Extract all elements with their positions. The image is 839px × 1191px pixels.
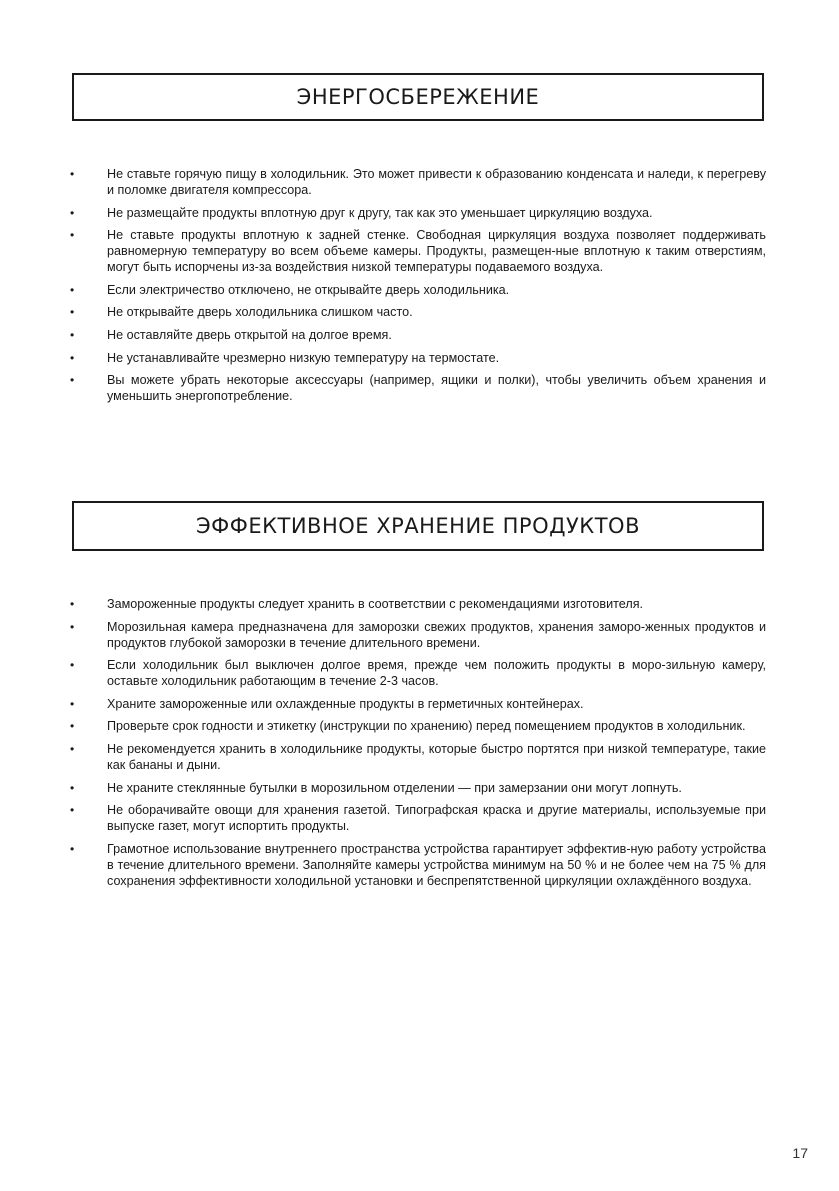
list-item [68,372,766,404]
list-item-text: Если электричество отключено, не открывайте дверь холодильника. [107,282,510,297]
list-item [68,619,766,651]
section-title-food-storage: ЭФФЕКТИВНОЕ ХРАНЕНИЕ ПРОДУКТОВ [72,501,764,551]
list-item [68,166,766,198]
bullet-icon: • [70,205,75,220]
bullet-icon: • [70,696,75,711]
list-item-text: Не ставьте продукты вплотную к задней стенке. Свободная циркуляция воздуха позволяет поддерживать равномерную температуру во всем объеме камеры. Продукты, размещен-ные вплотную к таким отверстиям, могут быть испорчены из-за воздействия низкой температуры подаваемого воздуха. [107,228,766,275]
list-item-text: Не рекомендуется хранить в холодильнике продукты, которые быстро портятся при низкой температуре, такие как бананы и дыни. [107,741,766,772]
list-item [68,282,766,298]
bullet-icon: • [70,803,75,818]
list-item [68,802,766,834]
list-item-text: Не оставляйте дверь открытой на долгое время. [107,327,392,342]
bullet-icon: • [70,327,75,342]
bullet-icon: • [70,619,75,634]
food-storage-list [68,596,766,895]
bullet-icon: • [70,373,75,388]
bullet-icon: • [70,841,75,856]
list-item-text: Если холодильник был выключен долгое время, прежде чем положить продукты в моро-зильную камеру, оставьте холодильник работающим в течение 2-3 часов. [107,658,766,689]
list-item [68,205,766,221]
bullet-icon: • [70,780,75,795]
list-item [68,304,766,320]
bullet-icon: • [70,282,75,297]
list-item-text: Не устанавливайте чрезмерно низкую температуру на термостате. [107,350,500,365]
section-title-energy-saving: ЭНЕРГОСБЕРЕЖЕНИЕ [72,73,764,121]
list-item-text: Проверьте срок годности и этикетку (инструкции по хранению) перед помещением продуктов в холодильник. [107,719,746,734]
list-item-text: Не храните стеклянные бутылки в морозильном отделении — при замерзании они могут лопнуть. [107,780,682,795]
list-item [68,596,766,612]
bullet-icon: • [70,741,75,756]
list-item-text: Не открывайте дверь холодильника слишком часто. [107,305,413,320]
bullet-icon: • [70,305,75,320]
list-item [68,227,766,275]
list-item-text: Не оборачивайте овощи для хранения газетой. Типографская краска и другие материалы, используемые при выпуске газет, могут испортить продукты. [107,803,766,834]
bullet-icon: • [70,350,75,365]
list-item [68,657,766,689]
bullet-icon: • [70,658,75,673]
page-number: 17 [792,1145,808,1161]
bullet-icon: • [70,167,75,181]
list-item [68,780,766,796]
energy-saving-list [68,166,766,411]
list-item-text: Морозильная камера предназначена для заморозки свежих продуктов, хранения заморо-женных продуктов и продуктов глубокой заморозки в течение длительного времени. [107,619,766,650]
list-item [68,741,766,773]
list-item-text: Грамотное использование внутреннего пространства устройства гарантирует эффектив-ную работу устройства в течение длительного времени. Заполняйте камеры устройства минимум на 50 % и не более чем на 75 % для сохранения эффективности холодильной установки и беспрепятственной циркуляции охлаждённого воздуха. [107,841,766,888]
bullet-icon: • [70,597,75,611]
bullet-icon: • [70,719,75,734]
list-item [68,696,766,712]
bullet-icon: • [70,228,75,243]
list-item [68,327,766,343]
list-item [68,350,766,366]
list-item-text: Не размещайте продукты вплотную друг к другу, так как это уменьшает циркуляцию воздуха. [107,205,653,220]
list-item-text: Замороженные продукты следует хранить в соответствии с рекомендациями изготовителя. [107,597,644,611]
list-item-text: Вы можете убрать некоторые аксессуары (например, ящики и полки), чтобы увеличить объем хранения и уменьшить энергопотребление. [107,373,766,404]
list-item-text: Храните замороженные или охлажденные продукты в герметичных контейнерах. [107,696,584,711]
list-item [68,718,766,734]
list-item [68,841,766,889]
list-item-text: Не ставьте горячую пищу в холодильник. Это может привести к образованию конденсата и наледи, к перегреву и поломке двигателя компрессора. [107,167,766,197]
